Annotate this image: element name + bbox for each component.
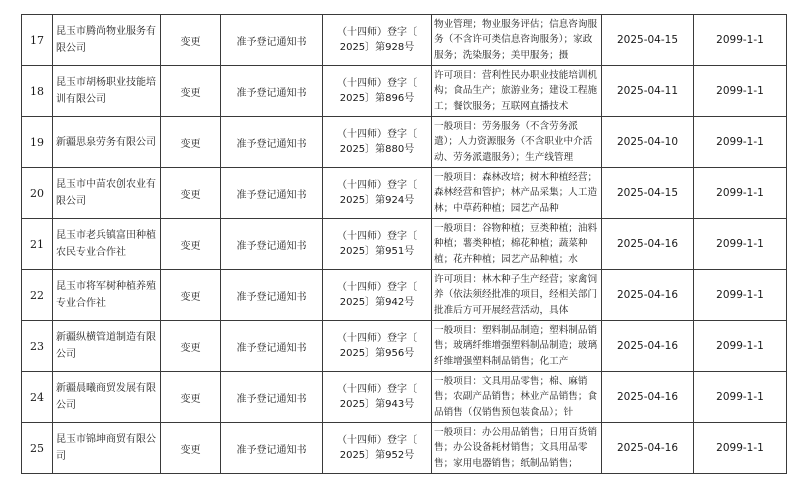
row-number: [22, 270, 53, 321]
name-text: 昆玉市将军树种植养殖专业合作社: [56, 281, 156, 309]
table-row: [22, 372, 787, 423]
table-row: [22, 117, 787, 168]
document-type: [221, 321, 323, 372]
name-text: 昆玉市胡杨职业技能培训有限公司: [56, 77, 156, 105]
document-type: [221, 423, 323, 474]
document-type: [221, 372, 323, 423]
ref-line1-text: （十四师）登字〔: [337, 27, 417, 38]
approval-date: [602, 423, 694, 474]
row-number: [22, 321, 53, 372]
change-type-text: 变更: [180, 36, 201, 48]
change-type: [161, 423, 221, 474]
change-type: [161, 66, 221, 117]
registration-number: [323, 168, 432, 219]
business-scope: [432, 219, 602, 270]
date-text: 2025-04-11: [616, 85, 679, 97]
ref-line1-text: （十四师）登字〔: [337, 180, 417, 191]
date-text: 2025-04-16: [616, 238, 679, 250]
expiry-date: [694, 15, 787, 66]
company-name: [53, 321, 161, 372]
expiry-date: [694, 117, 787, 168]
company-name: [53, 372, 161, 423]
business-scope: [432, 372, 602, 423]
ref-line1-text: （十四师）登字〔: [337, 231, 417, 242]
company-name: [53, 66, 161, 117]
name-text: 新疆晨曦商贸发展有限公司: [56, 383, 156, 411]
change-type: [161, 321, 221, 372]
scope-text: 一般项目：谷物种植；豆类种植；油料种植；薯类种植；棉花种植；蔬菜种植；花卉种植；园艺产品种植；水: [434, 222, 598, 266]
document-type: [221, 117, 323, 168]
business-scope: [432, 423, 602, 474]
approval-date: [602, 219, 694, 270]
document-type: [221, 270, 323, 321]
document-type: [221, 219, 323, 270]
change-type-text: 变更: [180, 393, 201, 405]
row-number: [22, 372, 53, 423]
business-scope: [432, 168, 602, 219]
doc-text: 准予登记通知书: [236, 189, 307, 201]
date-text: 2025-04-16: [616, 391, 679, 403]
expiry-text: 2099-1-1: [716, 187, 764, 199]
ref-line1-text: （十四师）登字〔: [337, 333, 417, 344]
name-text: 昆玉市锦坤商贸有限公司: [56, 434, 156, 462]
change-type: [161, 15, 221, 66]
registration-number: [323, 372, 432, 423]
no-text: 23: [30, 339, 44, 353]
row-number: [22, 423, 53, 474]
approval-date: [602, 66, 694, 117]
doc-text: 准予登记通知书: [236, 36, 307, 48]
change-type: [161, 270, 221, 321]
expiry-date: [694, 270, 787, 321]
no-text: 19: [30, 135, 44, 149]
table-body: [22, 15, 787, 474]
row-number: [22, 219, 53, 270]
ref-line1-text: （十四师）登字〔: [337, 435, 417, 446]
doc-text: 准予登记通知书: [236, 342, 307, 354]
change-type-text: 变更: [180, 342, 201, 354]
approval-date: [602, 15, 694, 66]
name-text: 昆玉市腾尚物业服务有限公司: [56, 26, 156, 54]
doc-text: 准予登记通知书: [236, 138, 307, 150]
company-name: [53, 219, 161, 270]
no-text: 24: [30, 390, 44, 404]
name-text: 新疆纵横管道制造有限公司: [56, 332, 156, 360]
doc-text: 准予登记通知书: [236, 444, 307, 456]
registration-number: [323, 15, 432, 66]
expiry-text: 2099-1-1: [716, 391, 764, 403]
company-name: [53, 423, 161, 474]
date-text: 2025-04-15: [616, 187, 679, 199]
expiry-text: 2099-1-1: [716, 442, 764, 454]
company-name: [53, 117, 161, 168]
ref-line2-text: 2025〕第896号: [339, 93, 415, 104]
doc-text: 准予登记通知书: [236, 393, 307, 405]
registration-number: [323, 423, 432, 474]
change-type-text: 变更: [180, 138, 201, 150]
scope-text: 一般项目：文具用品零售；棉、麻销售；农副产品销售；林业产品销售；食品销售（仅销售预包装食品）；针: [434, 375, 598, 419]
registration-number: [323, 66, 432, 117]
registration-number: [323, 270, 432, 321]
name-text: 昆玉市中苗农创农业有限公司: [56, 179, 156, 207]
approval-date: [602, 168, 694, 219]
date-text: 2025-04-15: [616, 34, 679, 46]
no-text: 20: [30, 186, 44, 200]
no-text: 18: [30, 84, 44, 98]
table-row: [22, 321, 787, 372]
company-name: [53, 168, 161, 219]
ref-line2-text: 2025〕第880号: [339, 144, 415, 155]
date-text: 2025-04-16: [616, 340, 679, 352]
table-row: [22, 168, 787, 219]
expiry-text: 2099-1-1: [716, 136, 764, 148]
no-text: 25: [30, 441, 44, 455]
registration-table: [21, 14, 787, 474]
approval-date: [602, 117, 694, 168]
date-text: 2025-04-16: [616, 289, 679, 301]
scope-text: 许可项目：林木种子生产经营；家禽饲养（依法须经批准的项目，经相关部门批准后方可开展经营活动，具体: [434, 273, 598, 317]
change-type: [161, 117, 221, 168]
expiry-date: [694, 372, 787, 423]
row-number: [22, 168, 53, 219]
change-type-text: 变更: [180, 291, 201, 303]
registration-number: [323, 321, 432, 372]
company-name: [53, 15, 161, 66]
name-text: 新疆思泉劳务有限公司: [56, 136, 156, 148]
expiry-text: 2099-1-1: [716, 340, 764, 352]
ref-line2-text: 2025〕第924号: [339, 195, 415, 206]
ref-line2-text: 2025〕第942号: [339, 297, 415, 308]
ref-line1-text: （十四师）登字〔: [337, 282, 417, 293]
ref-line2-text: 2025〕第951号: [339, 246, 415, 257]
date-text: 2025-04-10: [616, 136, 679, 148]
change-type-text: 变更: [180, 189, 201, 201]
change-type-text: 变更: [180, 444, 201, 456]
registration-number: [323, 117, 432, 168]
table-row: [22, 270, 787, 321]
ref-line1-text: （十四师）登字〔: [337, 384, 417, 395]
document-type: [221, 15, 323, 66]
expiry-date: [694, 168, 787, 219]
table-row: [22, 423, 787, 474]
ref-line2-text: 2025〕第928号: [339, 42, 415, 53]
scope-text: 许可项目：营利性民办职业技能培训机构；食品生产；旅游业务；建设工程施工；餐饮服务；互联网直播技术: [434, 69, 598, 113]
scope-text: 一般项目：办公用品销售；日用百货销售；办公设备耗材销售；文具用品零售；家用电器销售；纸制品销售；: [434, 426, 598, 470]
document-type: [221, 66, 323, 117]
business-scope: [432, 321, 602, 372]
change-type-text: 变更: [180, 87, 201, 99]
row-number: [22, 66, 53, 117]
ref-line1-text: （十四师）登字〔: [337, 78, 417, 89]
change-type-text: 变更: [180, 240, 201, 252]
ref-line2-text: 2025〕第956号: [339, 348, 415, 359]
no-text: 22: [30, 288, 44, 302]
table-row: [22, 66, 787, 117]
expiry-text: 2099-1-1: [716, 289, 764, 301]
doc-text: 准予登记通知书: [236, 240, 307, 252]
scope-text: 一般项目：森林改培；树木种植经营；森林经营和管护；林产品采集；人工造林；中草药种植；园艺产品种: [434, 171, 598, 215]
expiry-date: [694, 423, 787, 474]
expiry-text: 2099-1-1: [716, 34, 764, 46]
row-number: [22, 117, 53, 168]
date-text: 2025-04-16: [616, 442, 679, 454]
scope-text: 物业管理；物业服务评估；信息咨询服务（不含许可类信息咨询服务）；家政服务；洗染服务；美甲服务；摄: [434, 18, 598, 62]
table-row: [22, 219, 787, 270]
name-text: 昆玉市老兵镇富田种植农民专业合作社: [56, 230, 156, 258]
doc-text: 准予登记通知书: [236, 87, 307, 99]
ref-line1-text: （十四师）登字〔: [337, 129, 417, 140]
scope-text: 一般项目：劳务服务（不含劳务派遣）；人力资源服务（不含职业中介活动、劳务派遣服务）；生产线管理: [434, 120, 593, 164]
company-name: [53, 270, 161, 321]
change-type: [161, 168, 221, 219]
ref-line2-text: 2025〕第943号: [339, 399, 415, 410]
change-type: [161, 219, 221, 270]
expiry-text: 2099-1-1: [716, 238, 764, 250]
expiry-date: [694, 321, 787, 372]
expiry-text: 2099-1-1: [716, 85, 764, 97]
approval-date: [602, 321, 694, 372]
doc-text: 准予登记通知书: [236, 291, 307, 303]
ref-line2-text: 2025〕第952号: [339, 450, 415, 461]
expiry-date: [694, 66, 787, 117]
scope-text: 一般项目：塑料制品制造；塑料制品销售；玻璃纤维增强塑料制品制造；玻璃纤维增强塑料制品销售；化工产: [434, 324, 598, 368]
no-text: 21: [30, 237, 44, 251]
business-scope: [432, 270, 602, 321]
approval-date: [602, 270, 694, 321]
document-type: [221, 168, 323, 219]
registration-number: [323, 219, 432, 270]
business-scope: [432, 66, 602, 117]
row-number: [22, 15, 53, 66]
business-scope: [432, 15, 602, 66]
change-type: [161, 372, 221, 423]
table-row: [22, 15, 787, 66]
no-text: 17: [30, 33, 44, 47]
approval-date: [602, 372, 694, 423]
business-scope: [432, 117, 602, 168]
expiry-date: [694, 219, 787, 270]
